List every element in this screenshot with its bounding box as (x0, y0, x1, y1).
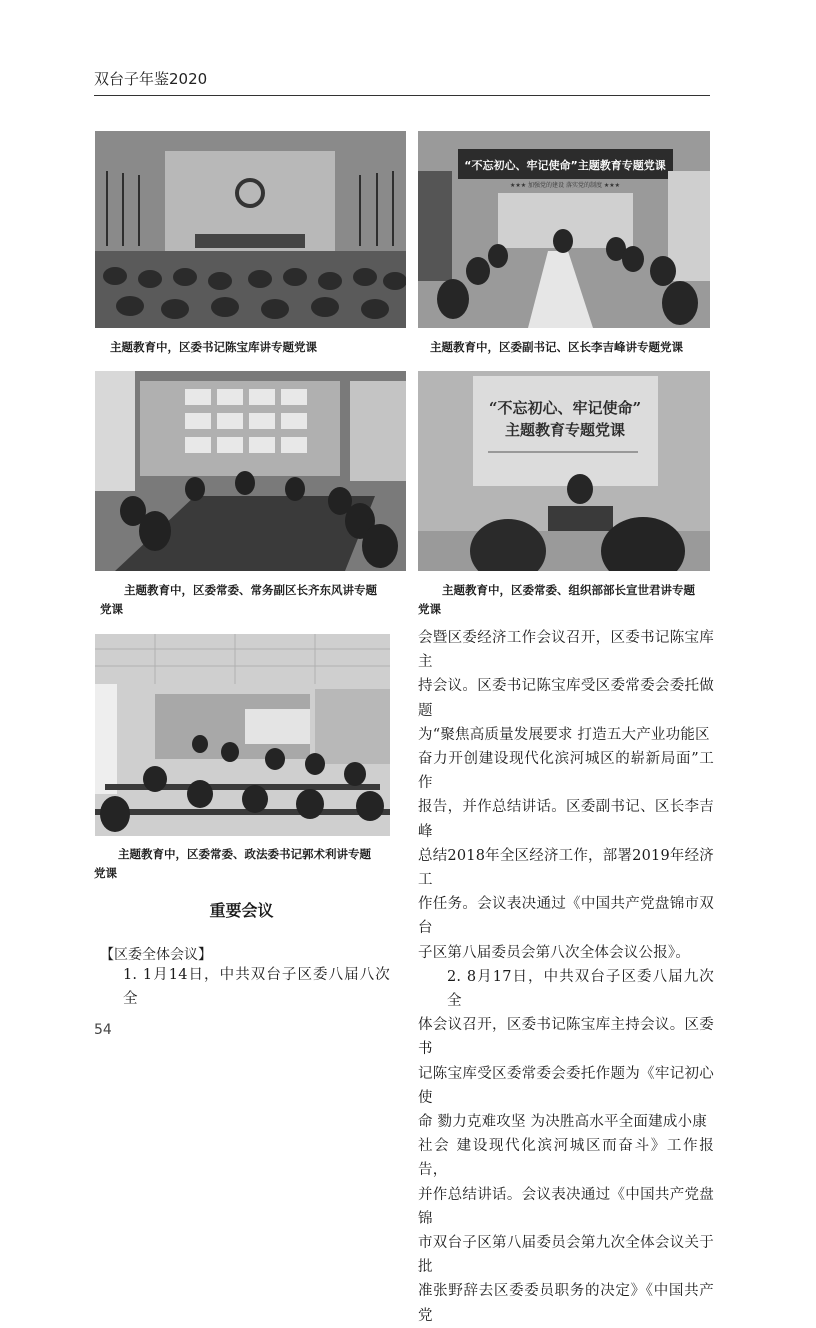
caption-line: 主题教育中，区委书记陈宝库讲专题党课 (110, 340, 317, 354)
paragraph-line: 总结2018年全区经济工作，部署2019年经济工 (418, 847, 714, 889)
paragraph-line: 奋力开创建设现代化滨河城区的崭新局面”工作 (418, 751, 714, 792)
caption-line: 主题教育中，区委副书记、区长李吉峰讲专题党课 (430, 340, 683, 354)
paragraph-line: 命 勠力克难攻坚 为决胜高水平全面建成小康 (418, 1114, 707, 1131)
banner-text: “不忘初心、牢记使命”主题教育专题党课 (464, 159, 666, 172)
photo-caption-2 (430, 338, 710, 357)
lecture-photo (418, 131, 710, 328)
paragraph-line: 2. 8月17日，中共双台子区委八届九次全 (447, 968, 714, 1010)
paragraph-line: 1. 1月14日，中共双台子区委八届八次全 (123, 967, 390, 1008)
conference-table-illustration (95, 371, 406, 571)
meeting-hall-illustration (95, 131, 406, 328)
banner-subtext: ★★★ 加强党的建设 落实党的制度 ★★★ (510, 182, 620, 189)
projection-screen-illustration (418, 371, 710, 571)
paragraph-line: 会暨区委经济工作会议召开，区委书记陈宝库主 (418, 630, 714, 671)
paragraph-line: 为“聚焦高质量发展要求 打造五大产业功能区 (418, 726, 710, 743)
subsection-heading: 【区委全体会议】 (100, 947, 212, 963)
caption-line: 主题教育中，区委常委、政法委书记郭术利讲专题 (118, 847, 371, 861)
paragraph-line: 作任务。会议表决通过《中国共产党盘锦市双台 (418, 896, 714, 937)
paragraph-line: 准张野辞去区委委员职务的决定》《中国共产党 (418, 1283, 714, 1324)
yearbook-title: 双台子年鉴2020 (94, 70, 208, 88)
page-number: 54 (94, 1022, 112, 1038)
projection-screen-photo (418, 371, 710, 571)
paragraph-line: 市双台子区第八届委员会第九次全体会议关于批 (418, 1235, 714, 1276)
caption-line: 党课 (100, 602, 123, 616)
caption-line: 党课 (94, 866, 117, 880)
screen-title-1: “不忘初心、牢记使命” (488, 399, 642, 417)
paragraph-line: 持会议。区委书记陈宝库受区委常委会委托做题 (418, 678, 714, 719)
paragraph-line: 并作总结讲话。会议表决通过《中国共产党盘锦 (418, 1186, 714, 1227)
caption-line: 主题教育中，区委常委、常务副区长齐东风讲专题 (124, 583, 377, 597)
paragraph-line: 体会议召开，区委书记陈宝库主持会议。区委书 (418, 1017, 714, 1058)
section-heading: 重要会议 (209, 901, 274, 920)
paragraph-line: 子区第八届委员会第八次全体会议公报》。 (418, 944, 691, 961)
meeting-hall-photo (95, 131, 406, 328)
photo-caption-1 (110, 338, 400, 357)
right-column-text (418, 626, 714, 1328)
classroom-photo (95, 634, 390, 836)
caption-line: 党课 (418, 602, 441, 616)
photo-caption-4 (418, 581, 713, 619)
photo-caption-5 (94, 845, 394, 883)
caption-line: 主题教育中，区委常委、组织部部长宣世君讲专题 (442, 583, 695, 597)
paragraph-line: 报告，并作总结讲话。区委副书记、区长李吉峰 (418, 799, 714, 840)
photo-caption-3 (100, 581, 406, 619)
header-rule (94, 95, 710, 96)
conference-table-photo (95, 371, 406, 571)
paragraph-line: 记陈宝库受区委常委会委托作题为《牢记初心使 (418, 1065, 714, 1106)
classroom-illustration (95, 634, 390, 836)
screen-title-2: 主题教育专题党课 (504, 421, 626, 439)
lecture-illustration (418, 131, 710, 328)
paragraph-line: 社会 建设现代化滨河城区而奋斗》工作报告， (418, 1138, 714, 1179)
left-column-text (94, 963, 390, 1011)
